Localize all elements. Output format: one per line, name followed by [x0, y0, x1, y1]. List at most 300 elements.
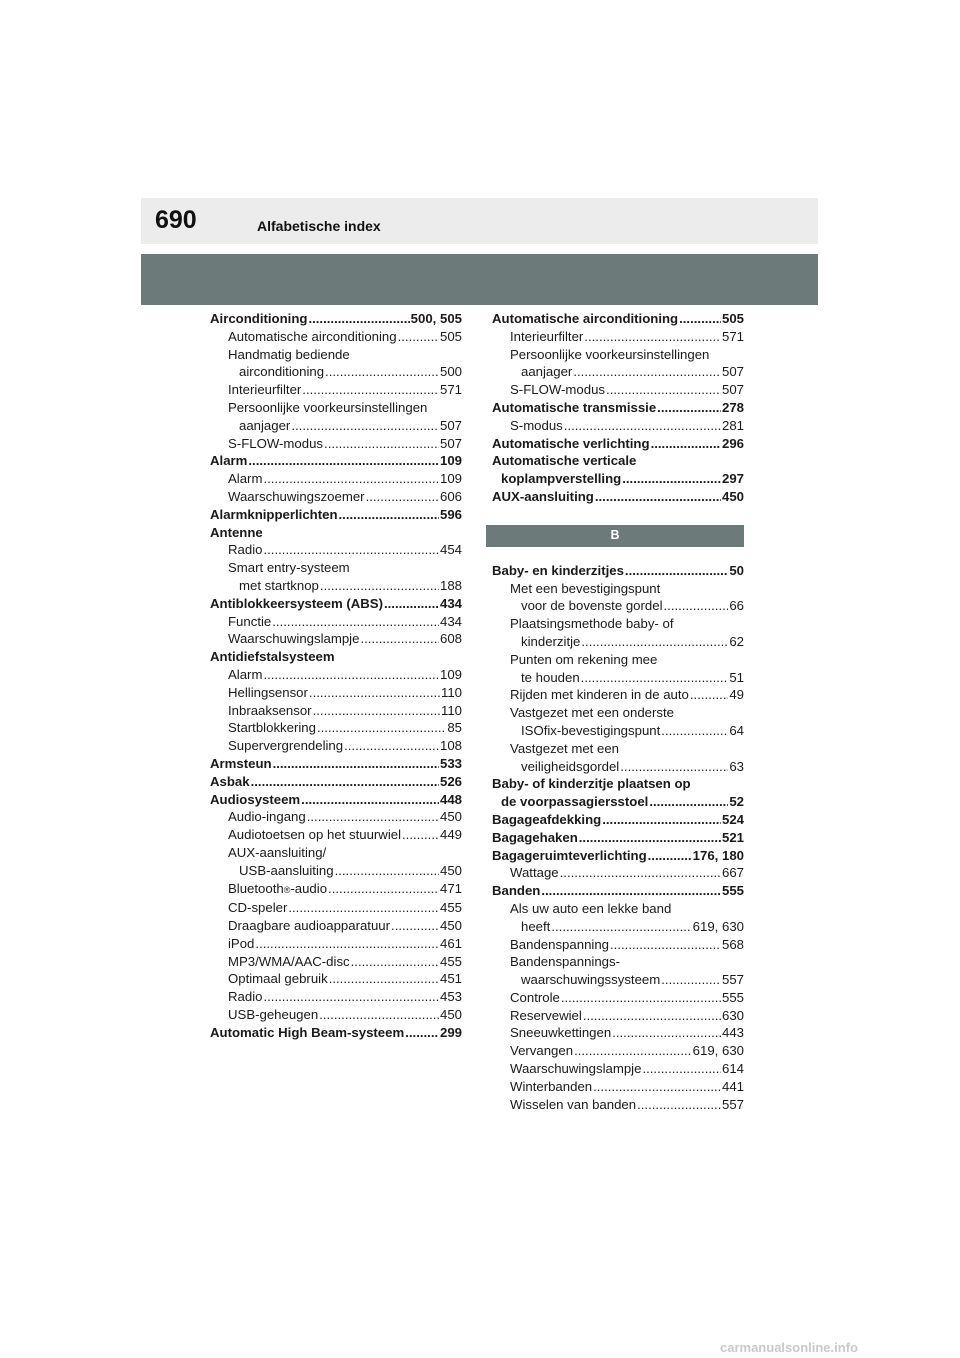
- page-reference: 110: [440, 702, 462, 718]
- index-entry: [492, 989, 744, 1007]
- page-reference: 62: [729, 633, 744, 649]
- index-term: Als uw auto een lekke band: [510, 900, 672, 916]
- index-entry: [210, 737, 462, 755]
- index-term: Automatische verlichting: [492, 435, 650, 451]
- index-entry: [492, 328, 744, 346]
- index-term: aanjager: [239, 417, 291, 433]
- index-term: Smart entry-systeem: [228, 560, 350, 576]
- index-term: Automatische transmissie: [492, 399, 657, 415]
- index-entry: [492, 562, 744, 580]
- page-reference: 507: [721, 364, 744, 380]
- index-term: veiligheidsgordel: [521, 758, 620, 774]
- index-entry: [210, 506, 462, 524]
- page-reference: 449: [439, 827, 462, 843]
- leader-dots: [664, 597, 729, 615]
- index-term: Waarschuwingslampje: [510, 1061, 642, 1077]
- index-entry: [210, 541, 462, 559]
- leader-dots: [328, 880, 439, 898]
- index-entry: [492, 651, 744, 669]
- index-entry: [210, 381, 462, 399]
- index-entry: [492, 346, 744, 364]
- page-reference: 596: [439, 506, 462, 522]
- page-reference: 63: [729, 758, 744, 774]
- leader-dots: [679, 310, 721, 328]
- index-term: Armsteun: [210, 755, 272, 771]
- index-entry: [210, 559, 462, 577]
- leader-dots: [622, 470, 721, 488]
- page-reference: 630: [721, 1007, 744, 1023]
- index-term: Startblokkering: [228, 720, 316, 736]
- index-entry: [492, 381, 744, 399]
- index-term: Audiotoetsen op het stuurwiel: [228, 827, 402, 843]
- index-term: waarschuwingssysteem: [521, 972, 661, 988]
- page-number: 690: [155, 206, 197, 234]
- index-term: S-modus: [510, 417, 563, 433]
- page-reference: 571: [439, 382, 462, 398]
- leader-dots: [551, 918, 691, 936]
- index-entry: [210, 844, 462, 862]
- index-term: Alarm: [210, 453, 248, 469]
- index-entry: [492, 775, 744, 793]
- index-entry: [210, 310, 462, 328]
- page-reference: 451: [439, 971, 462, 987]
- index-term: Radio: [228, 989, 263, 1005]
- page-reference: 619, 630: [692, 918, 744, 934]
- index-term: Draagbare audioapparatuur: [228, 918, 391, 934]
- index-entry: [492, 488, 744, 506]
- section-letter-heading: B: [486, 525, 744, 547]
- index-entry: [492, 1024, 744, 1042]
- index-term: Baby- of kinderzitje plaatsen op: [492, 776, 691, 792]
- leader-dots: [251, 773, 439, 791]
- index-term: AUX-aansluiting: [492, 488, 594, 504]
- page-reference: 297: [721, 471, 744, 487]
- page-reference: 606: [439, 488, 462, 504]
- page-reference: 450: [439, 918, 462, 934]
- page-reference: 281: [721, 417, 744, 433]
- index-entry: [210, 470, 462, 488]
- leader-dots: [325, 363, 439, 381]
- index-term: Interieurfilter: [228, 382, 302, 398]
- leader-dots: [583, 1007, 721, 1025]
- index-term: Reservewiel: [510, 1007, 582, 1023]
- leader-dots: [402, 826, 439, 844]
- index-entry: [492, 633, 744, 651]
- index-entry: [210, 595, 462, 613]
- page-reference: 555: [721, 989, 744, 1005]
- page-reference: 110: [440, 684, 462, 700]
- leader-dots: [649, 793, 728, 811]
- index-term: Asbak: [210, 773, 250, 789]
- leader-dots: [642, 1060, 721, 1078]
- index-term: Wisselen van banden: [510, 1096, 637, 1112]
- index-term: Automatische airconditioning: [228, 328, 397, 344]
- index-term: Alarm: [228, 471, 263, 487]
- page-reference: 109: [439, 453, 462, 469]
- leader-dots: [288, 899, 439, 917]
- index-entry: [492, 882, 744, 900]
- page-reference: 614: [721, 1061, 744, 1077]
- index-entry: [210, 1024, 462, 1042]
- leader-dots: [301, 791, 439, 809]
- index-entry: [210, 648, 462, 666]
- page-reference: 441: [721, 1078, 744, 1094]
- page-reference: 507: [439, 417, 462, 433]
- index-term: Audio-ingang: [228, 809, 306, 825]
- leader-dots: [344, 737, 439, 755]
- leader-dots: [384, 595, 439, 613]
- index-entry: [210, 935, 462, 953]
- index-entry: [210, 399, 462, 417]
- leader-dots: [574, 1042, 692, 1060]
- index-term: USB-geheugen: [228, 1007, 319, 1023]
- index-term: S-FLOW-modus: [228, 435, 324, 451]
- index-term: Bagagehaken: [492, 829, 578, 845]
- index-term: Interieurfilter: [510, 328, 584, 344]
- index-entry: [492, 452, 744, 470]
- leader-dots: [308, 310, 409, 328]
- leader-dots: [317, 719, 446, 737]
- index-entry: [210, 755, 462, 773]
- index-term: Controle: [510, 989, 560, 1005]
- index-term: S-FLOW-modus: [510, 382, 606, 398]
- index-entry: [210, 702, 462, 720]
- index-entry: [492, 615, 744, 633]
- index-entry: [492, 669, 744, 687]
- leader-dots: [313, 702, 440, 720]
- index-entry: [210, 666, 462, 684]
- leader-dots: [263, 541, 439, 559]
- index-entry: [210, 917, 462, 935]
- index-term: kinderzitje: [521, 633, 581, 649]
- index-entry: [492, 399, 744, 417]
- index-term: Antenne: [210, 524, 263, 540]
- page-reference: 500, 505: [410, 311, 462, 326]
- leader-dots: [291, 417, 439, 435]
- page-reference: 109: [439, 471, 462, 487]
- page-reference: 450: [439, 1007, 462, 1023]
- index-entry: [492, 900, 744, 918]
- index-entry: [210, 953, 462, 971]
- leader-dots: [581, 669, 729, 687]
- page-reference: 571: [721, 328, 744, 344]
- index-entry: [492, 953, 744, 971]
- index-term: Optimaal gebruik: [228, 971, 328, 987]
- index-entry: [210, 1006, 462, 1024]
- index-entry: [210, 363, 462, 381]
- index-term: heeft: [521, 918, 551, 934]
- index-column-left: [210, 310, 462, 1042]
- index-term: Rijden met kinderen in de auto: [510, 687, 689, 703]
- leader-dots: [319, 1006, 439, 1024]
- index-entry: [210, 577, 462, 595]
- page-reference: 524: [721, 811, 744, 827]
- index-term: Bluetooth: [228, 880, 284, 896]
- page-reference: 64: [729, 722, 744, 738]
- leader-dots: [584, 328, 721, 346]
- index-term: Vervangen: [510, 1043, 574, 1059]
- index-entry: [492, 1096, 744, 1114]
- index-term: Plaatsingsmethode baby- of: [510, 616, 674, 632]
- page-reference: 500: [439, 364, 462, 380]
- page-reference: 299: [439, 1024, 462, 1040]
- index-term: USB-aansluiting: [239, 862, 334, 878]
- leader-dots: [366, 488, 439, 506]
- index-column-right: [492, 310, 744, 1113]
- index-term: Handmatig bediende: [228, 346, 350, 362]
- leader-dots: [398, 328, 439, 346]
- index-entry: [492, 686, 744, 704]
- index-entry: [210, 328, 462, 346]
- index-term: airconditioning: [239, 364, 325, 380]
- index-entry: [492, 722, 744, 740]
- page-reference: 434: [439, 595, 462, 611]
- page-reference: 66: [729, 598, 744, 614]
- index-term: AUX-aansluiting/: [228, 844, 327, 860]
- page-reference: 108: [439, 738, 462, 754]
- index-term: voor de bovenste gordel: [521, 598, 663, 614]
- leader-dots: [602, 811, 721, 829]
- page-reference: 455: [439, 900, 462, 916]
- index-term: Vastgezet met een: [510, 740, 619, 756]
- index-term: Automatic High Beam-systeem: [210, 1024, 405, 1040]
- leader-dots: [307, 808, 439, 826]
- leader-dots: [273, 755, 439, 773]
- leader-dots: [661, 722, 728, 740]
- index-entry: [492, 1060, 744, 1078]
- index-entry: [210, 988, 462, 1006]
- page-reference: 188: [439, 577, 462, 593]
- index-entry: [492, 435, 744, 453]
- leader-dots: [263, 988, 439, 1006]
- leader-dots: [339, 506, 439, 524]
- index-entry: [210, 791, 462, 809]
- page-reference: 533: [439, 755, 462, 771]
- index-entry: [210, 435, 462, 453]
- leader-dots: [661, 971, 721, 989]
- index-entry: [210, 880, 462, 900]
- index-term: met startknop: [239, 577, 319, 593]
- index-term: Antiblokkeersysteem (ABS): [210, 595, 383, 611]
- page-reference: 557: [721, 972, 744, 988]
- index-term: Automatische verticale: [492, 453, 637, 469]
- index-term: iPod: [228, 935, 255, 951]
- page-reference: 461: [439, 935, 462, 951]
- index-term: Supervergrendeling: [228, 738, 344, 754]
- index-term: Inbraaksensor: [228, 702, 312, 718]
- leader-dots: [329, 970, 439, 988]
- page-reference: 450: [439, 809, 462, 825]
- index-term: Bandenspanning: [510, 936, 609, 952]
- index-term: Bagageruimteverlichting: [492, 847, 647, 863]
- leader-dots: [564, 417, 721, 435]
- index-entry: [210, 684, 462, 702]
- index-term: Functie: [228, 613, 272, 629]
- index-term: Airconditioning: [210, 311, 308, 326]
- leader-dots: [651, 435, 721, 453]
- leader-dots: [581, 633, 728, 651]
- index-term: Hellingsensor: [228, 684, 308, 700]
- page-reference: 296: [721, 435, 744, 451]
- page-reference: 667: [721, 865, 744, 881]
- index-term: Sneeuwkettingen: [510, 1025, 612, 1041]
- page-reference: 278: [721, 399, 744, 415]
- page-reference: 109: [439, 666, 462, 682]
- index-term: te houden: [521, 669, 580, 685]
- index-entry: [492, 758, 744, 776]
- index-term: de voorpassagiersstoel: [501, 794, 649, 810]
- index-term: Alarm: [228, 666, 263, 682]
- index-entry: [210, 346, 462, 364]
- index-term-suffix: -audio: [290, 880, 328, 896]
- index-term: Bandenspannings-: [510, 954, 620, 970]
- leader-dots: [320, 577, 439, 595]
- index-term: Baby- en kinderzitjes: [492, 562, 624, 578]
- page-header: [141, 198, 818, 244]
- leader-dots: [573, 363, 721, 381]
- page-reference: 49: [729, 687, 744, 703]
- index-term: Winterbanden: [510, 1078, 593, 1094]
- page-reference: 450: [721, 488, 744, 504]
- index-entry: [492, 1007, 744, 1025]
- index-term: Vastgezet met een onderste: [510, 705, 674, 721]
- index-entry: [492, 936, 744, 954]
- leader-dots: [255, 935, 439, 953]
- index-entry: [492, 918, 744, 936]
- index-entry: [492, 1042, 744, 1060]
- index-entry: [492, 704, 744, 722]
- page-reference: 176, 180: [692, 847, 744, 863]
- leader-dots: [620, 758, 728, 776]
- page-reference: 507: [721, 382, 744, 398]
- index-term: Punten om rekening mee: [510, 651, 658, 667]
- index-term: MP3/WMA/AAC-disc: [228, 953, 350, 969]
- leader-dots: [391, 917, 439, 935]
- index-entry: [492, 470, 744, 488]
- leader-dots: [610, 936, 721, 954]
- index-entry: [210, 417, 462, 435]
- index-entry: [210, 613, 462, 631]
- index-term: CD-speler: [228, 900, 288, 916]
- page-reference: 51: [729, 669, 744, 685]
- page-reference: 507: [439, 435, 462, 451]
- page-reference: 526: [439, 773, 462, 789]
- page-reference: 505: [439, 328, 462, 344]
- leader-dots: [309, 684, 440, 702]
- leader-dots: [561, 989, 721, 1007]
- leader-dots: [593, 1078, 721, 1096]
- index-term: Automatische airconditioning: [492, 311, 679, 326]
- page-reference: 505: [721, 311, 744, 326]
- index-entry: [492, 793, 744, 811]
- index-entry: [492, 864, 744, 882]
- index-entry: [210, 630, 462, 648]
- index-entry: [492, 971, 744, 989]
- watermark: carmanualsonline.info: [720, 1340, 858, 1355]
- leader-dots: [263, 666, 439, 684]
- leader-dots: [606, 381, 721, 399]
- index-term: Radio: [228, 542, 263, 558]
- index-term: Alarmknipperlichten: [210, 506, 338, 522]
- leader-dots: [612, 1024, 721, 1042]
- index-term: ISOfix-bevestigingspunt: [521, 722, 661, 738]
- leader-dots: [648, 847, 692, 865]
- page-reference: 52: [729, 794, 744, 810]
- index-term: Antidiefstalsysteem: [210, 649, 335, 665]
- index-entry: [492, 417, 744, 435]
- index-entry: [492, 811, 744, 829]
- leader-dots: [351, 953, 439, 971]
- leader-dots: [248, 452, 439, 470]
- index-entry: [492, 597, 744, 615]
- index-entry: [492, 1078, 744, 1096]
- leader-dots: [637, 1096, 721, 1114]
- page-reference: 85: [447, 720, 462, 736]
- leader-dots: [579, 829, 721, 847]
- index-term: koplampverstelling: [501, 471, 622, 487]
- leader-dots: [360, 630, 439, 648]
- index-entry: [492, 829, 744, 847]
- section-title: Alfabetische index: [257, 218, 381, 234]
- index-entry: [492, 310, 744, 328]
- index-term: Persoonlijke voorkeursinstellingen: [510, 346, 710, 362]
- index-entry: [210, 862, 462, 880]
- index-entry: [210, 899, 462, 917]
- index-entry: [492, 740, 744, 758]
- leader-dots: [335, 862, 439, 880]
- index-entry: [210, 970, 462, 988]
- page-reference: 568: [721, 936, 744, 952]
- index-term: Banden: [492, 883, 541, 899]
- leader-dots: [560, 864, 721, 882]
- page-reference: 50: [729, 562, 744, 578]
- leader-dots: [302, 381, 439, 399]
- leader-dots: [541, 882, 721, 900]
- index-entry: [492, 363, 744, 381]
- registered-mark: ®: [283, 884, 291, 895]
- page-reference: 619, 630: [692, 1043, 744, 1059]
- leader-dots: [263, 470, 439, 488]
- leader-dots: [405, 1024, 439, 1042]
- page-reference: 450: [439, 862, 462, 878]
- leader-dots: [324, 435, 439, 453]
- leader-dots: [657, 399, 721, 417]
- index-entry: [210, 488, 462, 506]
- index-term: aanjager: [521, 364, 573, 380]
- index-term: Bagageafdekking: [492, 811, 602, 827]
- index-term: Waarschuwingszoemer: [228, 488, 365, 504]
- index-entry: [210, 452, 462, 470]
- header-band: [141, 254, 818, 305]
- index-entry: [210, 808, 462, 826]
- page-reference: 434: [439, 613, 462, 629]
- page-reference: 555: [721, 883, 744, 899]
- index-entry: [210, 524, 462, 542]
- page-reference: 557: [721, 1096, 744, 1112]
- index-term: Audiosysteem: [210, 791, 301, 807]
- page-reference: 454: [439, 542, 462, 558]
- index-entry: [210, 719, 462, 737]
- index-group-a: [492, 310, 744, 506]
- index-term: Wattage: [510, 865, 559, 881]
- page-reference: 448: [439, 791, 462, 807]
- index-term: Met een bevestigingspunt: [510, 580, 661, 596]
- index-term: Persoonlijke voorkeursinstellingen: [228, 399, 428, 415]
- page-reference: 521: [721, 829, 744, 845]
- page-reference: 443: [721, 1025, 744, 1041]
- leader-dots: [625, 562, 728, 580]
- index-entry: [492, 847, 744, 865]
